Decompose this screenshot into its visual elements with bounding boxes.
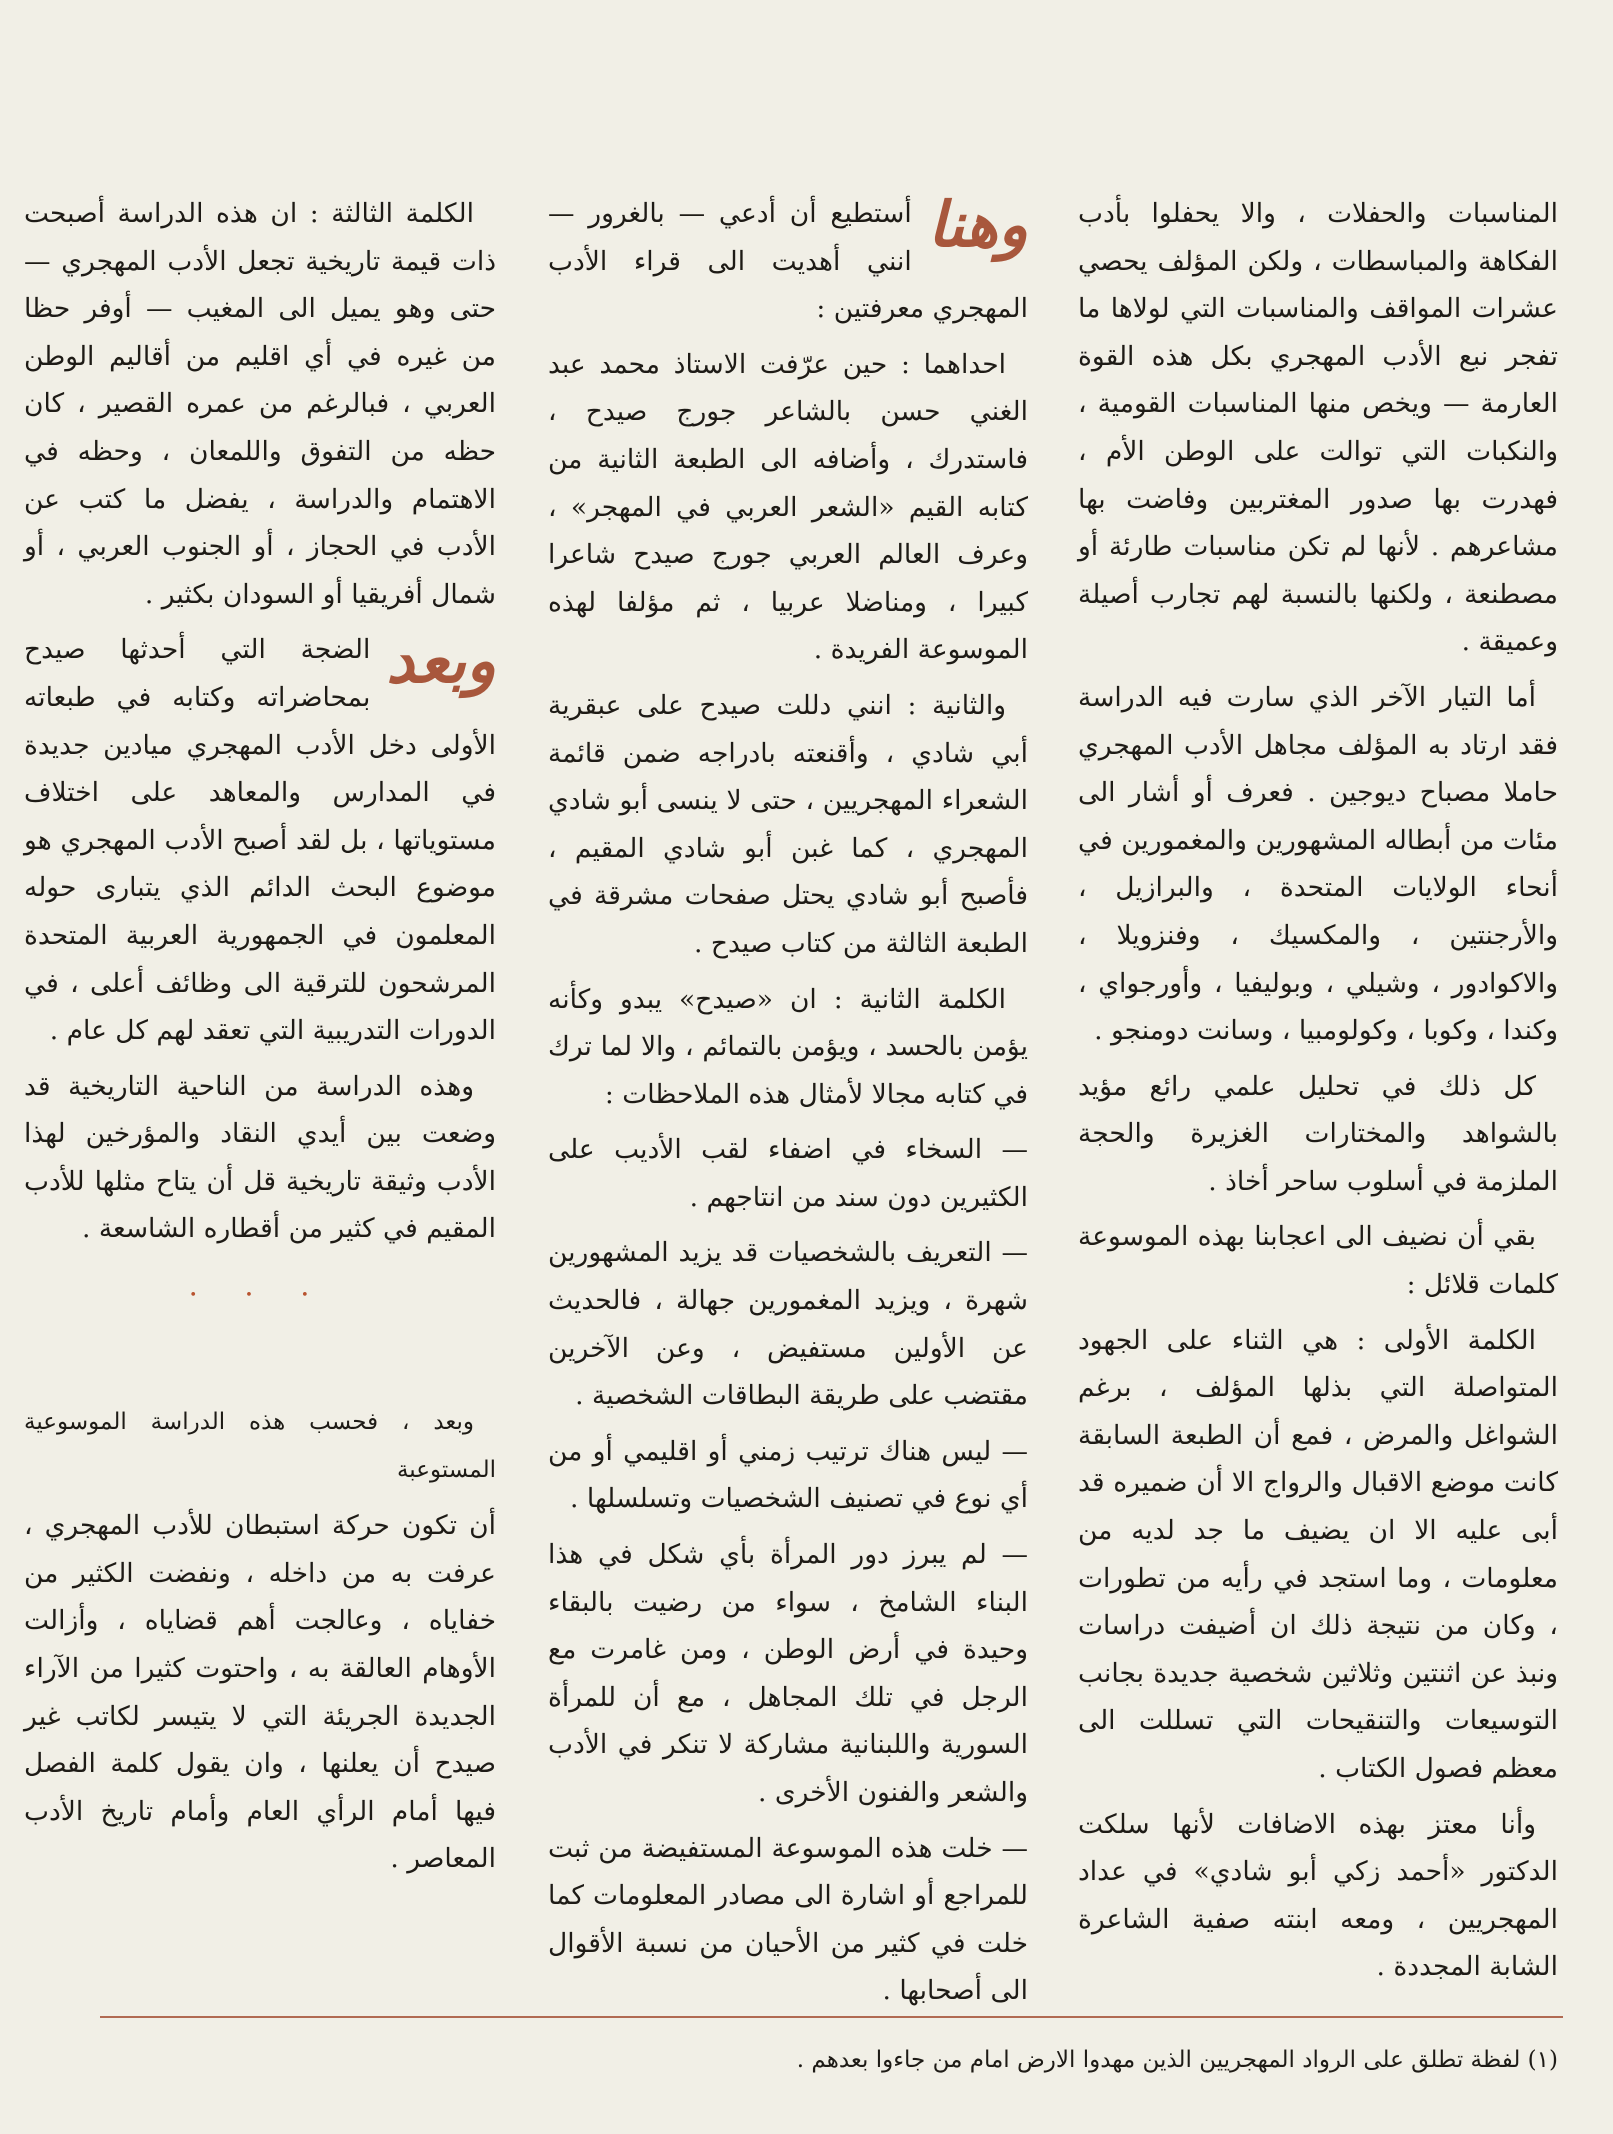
- paragraph: بقي أن نضيف الى اعجابنا بهذه الموسوعة كلمات قلائل :: [1078, 1221, 1558, 1301]
- footnote-divider: [100, 2016, 1563, 2018]
- column-right: [1078, 190, 1558, 1991]
- paragraph: كل ذلك في تحليل علمي رائع مؤيد بالشواهد والمختارات الغزيرة والحجة الملزمة في أسلوب ساحر أخاذ .: [1078, 1070, 1558, 1197]
- paragraph: الكلمة الأولى : هي الثناء على الجهود المتواصلة التي بذلها المؤلف ، برغم الشواغل والمرض ، فمع أن الطبعة السابقة كانت موضع الاقبال والرواج الا أن ضميره قد أبى عليه الا ان يضيف ما جد لديه من معلومات ، وما استجد في رأيه من تطورات ، وكان من نتيجة ذلك ان أضيفت دراسات ونبذ عن اثنتين وثلاثين شخصية جديدة بجانب التوسيعات والتنقيحات التي تسللت الى معظم فصول الكتاب .: [1078, 1324, 1558, 1784]
- paragraph-intro: [548, 190, 1028, 333]
- column-left: [24, 190, 496, 1883]
- paragraph: الكلمة الثالثة : ان هذه الدراسة أصبحت ذات قيمة تاريخية تجعل الأدب المهجري — حتى وهو يميل الى المغيب — أوفر حظا من غيره في أي اقليم من أقاليم الوطن العربي ، فبالرغم من عمره القصير ، كان حظه من التفوق واللمعان ، وحظه في الاهتمام والدراسة ، يفضل ما كتب عن الأدب في الحجاز ، أو الجنوب العربي ، أو شمال أفريقيا أو السودان بكثير .: [24, 198, 496, 610]
- intro-text: أستطيع أن أدعي — بالغرور — انني أهديت الى قراء الأدب المهجري معرفتين :: [548, 198, 1028, 325]
- paragraph-ornamented: [24, 626, 496, 1054]
- list-item: — السخاء في اضفاء لقب الأديب على الكثيرين دون سند من انتاجهم .: [548, 1134, 1028, 1213]
- list-item: — خلت هذه الموسوعة المستفيضة من ثبت للمراجع أو اشارة الى مصادر المعلومات كما خلت في كثير من الأحيان من نسبة الأقوال الى أصحابها .: [548, 1832, 1028, 2007]
- footnote: (١) لفظة تطلق على الرواد المهجريين الذين مهدوا الارض امام من جاءوا بعدهم .: [796, 2047, 1558, 2073]
- paragraph: وأنا معتز بهذه الاضافات لأنها سلكت الدكتور «أحمد زكي أبو شادي» في عداد المهجريين ، ومعه ابنته صفية الشاعرة الشابة المجددة .: [1078, 1808, 1558, 1983]
- ornamented-text: الضجة التي أحدثها صيدح بمحاضراته وكتابه في طبعاته الأولى دخل الأدب المهجري ميادين جديدة في المدارس والمعاهد على اختلاف مستوياتها ، بل لقد أصبح الأدب المهجري هو موضوع البحث الدائم الذي يتبارى حوله المعلمون في الجمهورية العربية المتحدة المرشحون للترقية الى وظائف أعلى ، في الدورات التدريبية التي تعقد لهم كل عام .: [24, 634, 496, 1047]
- list-item: — ليس هناك ترتيب زمني أو اقليمي أو من أي نوع في تصنيف الشخصيات وتسلسلها .: [548, 1435, 1028, 1515]
- paragraph: الكلمة الثانية : ان «صيدح» يبدو وكأنه يؤمن بالحسد ، ويؤمن بالتمائم ، والا لما ترك في كتابه مجالا لأمثال هذه الملاحظات :: [548, 983, 1028, 1110]
- paragraph-lead: وبعد ، فحسب هذه الدراسة الموسوعية المستوعبة: [24, 1409, 496, 1483]
- column-middle: [548, 190, 1028, 2015]
- list-item: — التعريف بالشخصيات قد يزيد المشهورين شهرة ، ويزيد المغمورين جهالة ، فالحديث عن الأولين مستفيض ، وعن الآخرين مقتضب على طريقة البطاقات الشخصية .: [548, 1237, 1028, 1412]
- list-item: — لم يبرز دور المرأة بأي شكل في هذا البناء الشامخ ، سواء من رضيت بالبقاء وحيدة في أرض الوطن ، ومن غامرت مع الرجل في تلك المجاهل ، مع أن للمرأة السورية واللبنانية مشاركة لا تنكر في الأدب والشعر والفنون الأخرى .: [548, 1539, 1028, 1808]
- section-separator: • • •: [189, 1288, 331, 1304]
- paragraph: المناسبات والحفلات ، والا يحفلوا بأدب الفكاهة والمباسطات ، ولكن المؤلف يحصي عشرات المواقف والمناسبات التي لولاها ما تفجر نبع الأدب المهجري بكل هذه القوة العارمة — ويخص منها المناسبات القومية ، والنكبات التي توالت على الوطن الأم ، فهدرت بها صدور المغتربين وفاضت بها مشاعرهم . لأنها لم تكن مناسبات طارئة أو مصطنعة ، ولكنها بالنسبة لهم تجارب أصيلة وعميقة .: [1078, 198, 1558, 658]
- paragraph: احداهما : حين عرّفت الاستاذ محمد عبد الغني حسن بالشاعر جورج صيدح ، فاستدرك ، وأضافه الى الطبعة الثانية من كتابه القيم «الشعر العربي في المهجر» ، وعرف العالم العربي جورج صيدح شاعرا كبيرا ، ومناضلا عربيا ، ثم مؤلفا لهذه الموسوعة الفريدة .: [548, 348, 1028, 666]
- paragraph: والثانية : انني دللت صيدح على عبقرية أبي شادي ، وأقنعته بادراجه ضمن قائمة الشعراء المهجريين ، حتى لا ينسى أبو شادي المهجري ، كما غبن أبو شادي المقيم ، فأصبح أبو شادي يحتل صفحات مشرقة في الطبعة الثالثة من كتاب صيدح .: [548, 689, 1028, 959]
- ornament-heading: وبعد: [386, 624, 496, 698]
- ornament-heading: وهنا: [927, 188, 1028, 261]
- paragraph: أن تكون حركة استبطان للأدب المهجري ، عرفت به من داخله ، ونفضت الكثير من خفاياه ، وعالجت أهم قضاياه ، وأزالت الأوهام العالقة به ، واحتوت كثيرا من الآراء الجديدة الجريئة التي لا يتيسر لكاتب غير صيدح أن يعلنها ، وان يقول كلمة الفصل فيها أمام الرأي العام وأمام تاريخ الأدب المعاصر .: [24, 1510, 496, 1875]
- paragraph: أما التيار الآخر الذي سارت فيه الدراسة فقد ارتاد به المؤلف مجاهل الأدب المهجري حاملا مصباح ديوجين . فعرف أو أشار الى مئات من أبطاله المشهورين والمغمورين في أنحاء الولايات المتحدة ، والبرازيل ، والأرجنتين ، والمكسيك ، وفنزويلا ، والاكوادور ، وشيلي ، وبوليفيا ، وأورجواي ، وكندا ، وكوبا ، وكولومبيا ، وسانت دومنجو .: [1078, 681, 1558, 1047]
- paragraph: وهذه الدراسة من الناحية التاريخية قد وضعت بين أيدي النقاد والمؤرخين لهذا الأدب وثيقة تاريخية قل أن يتاح مثلها للأدب المقيم في كثير من أقطاره الشاسعة .: [24, 1070, 496, 1245]
